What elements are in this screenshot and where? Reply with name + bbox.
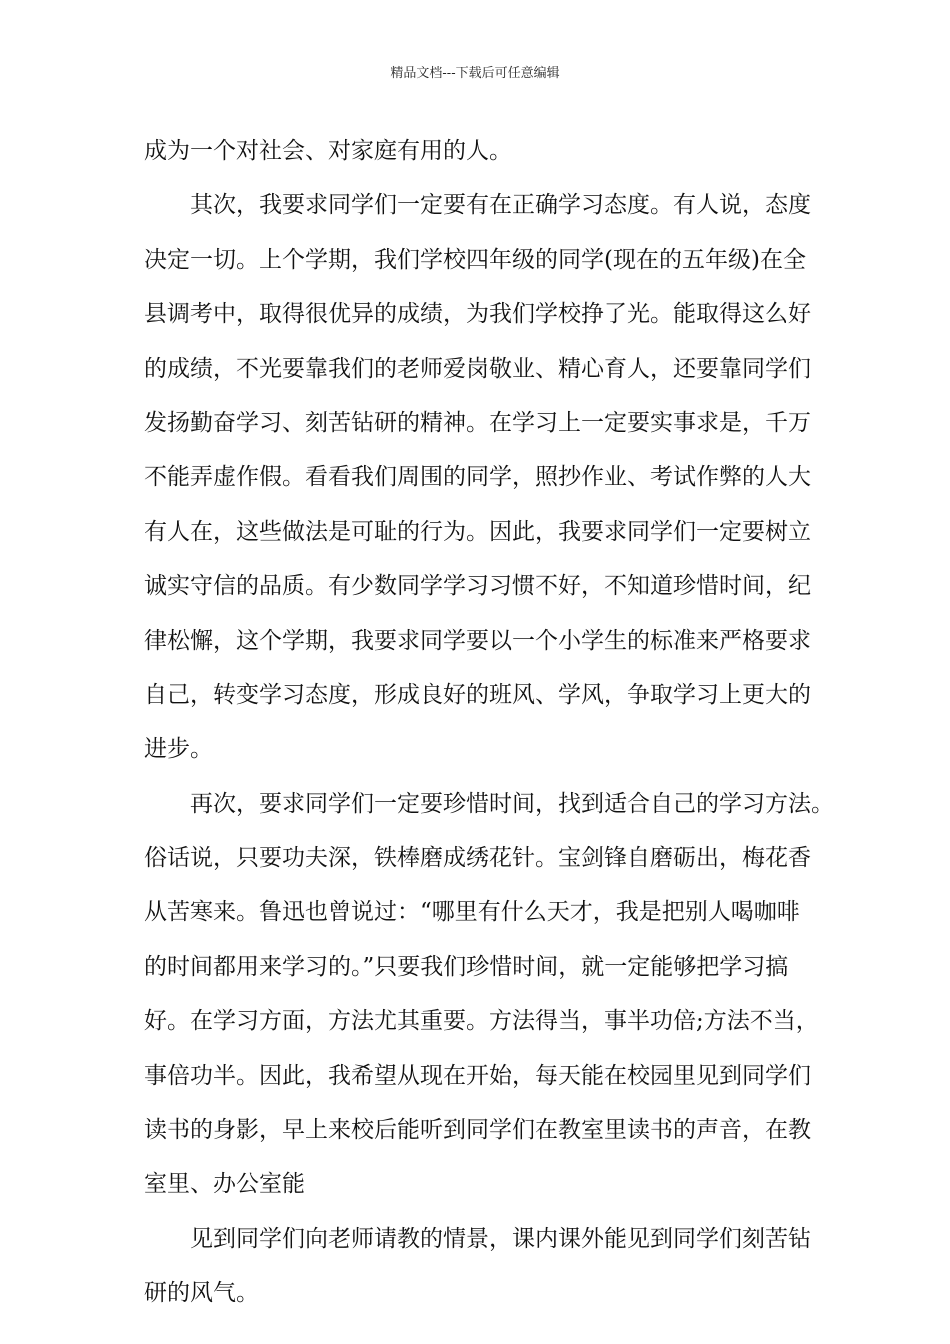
page-header: 精品文档---下载后可任意编辑 [390, 66, 560, 81]
text-line: 事倍功半。因此，我希望从现在开始，每天能在校园里见到同学们 [144, 1062, 811, 1089]
text-line: 县调考中，取得很优异的成绩，为我们学校挣了光。能取得这么好 [144, 301, 811, 328]
text-line: 进步。 [144, 736, 213, 763]
text-line: 有人在，这些做法是可耻的行为。因此，我要求同学们一定要树立 [144, 518, 811, 545]
text-line: 诚实守信的品质。有少数同学学习习惯不好，不知道珍惜时间，纪 [144, 573, 811, 600]
text-line: 决定一切。上个学期，我们学校四年级的同学(现在的五年级)在全 [144, 246, 806, 273]
text-line: 其次，我要求同学们一定要有在正确学习态度。有人说，态度 [144, 192, 811, 219]
text-line: 成为一个对社会、对家庭有用的人。 [144, 138, 512, 164]
text-line: 读书的身影，早上来校后能听到同学们在教室里读书的声音，在教 [144, 1117, 811, 1144]
text-line: 的成绩，不光要靠我们的老师爱岗敬业、精心育人，还要靠同学们 [144, 355, 811, 382]
text-line: 自己，转变学习态度，形成良好的班风、学风，争取学习上更大的 [144, 681, 811, 708]
document-body [144, 124, 834, 1321]
text-line: 再次，要求同学们一定要珍惜时间，找到适合自己的学习方法。 [144, 790, 834, 817]
text-line: 见到同学们向老师请教的情景，课内课外能见到同学们刻苦钻 [144, 1225, 811, 1252]
text-line: 不能弄虚作假。看看我们周围的同学，照抄作业、考试作弊的人大 [144, 464, 811, 491]
text-line: 室里、办公室能 [144, 1171, 305, 1198]
text-line: 好。在学习方面，方法尤其重要。方法得当，事半功倍;方法不当， [144, 1008, 819, 1035]
text-line: 的时间都用来学习的。”只要我们珍惜时间，就一定能够把学习搞 [144, 953, 789, 980]
text-line: 俗话说，只要功夫深，铁棒磨成绣花针。宝剑锋自磨砺出，梅花香 [144, 845, 811, 872]
text-line: 从苦寒来。鲁迅也曾说过：“哪里有什么天才，我是把别人喝咖啡 [144, 899, 800, 926]
text-line: 律松懈，这个学期，我要求同学要以一个小学生的标准来严格要求 [144, 627, 811, 654]
text-line: 研的风气。 [144, 1280, 259, 1307]
text-line: 发扬勤奋学习、刻苦钻研的精神。在学习上一定要实事求是，千万 [144, 409, 811, 436]
